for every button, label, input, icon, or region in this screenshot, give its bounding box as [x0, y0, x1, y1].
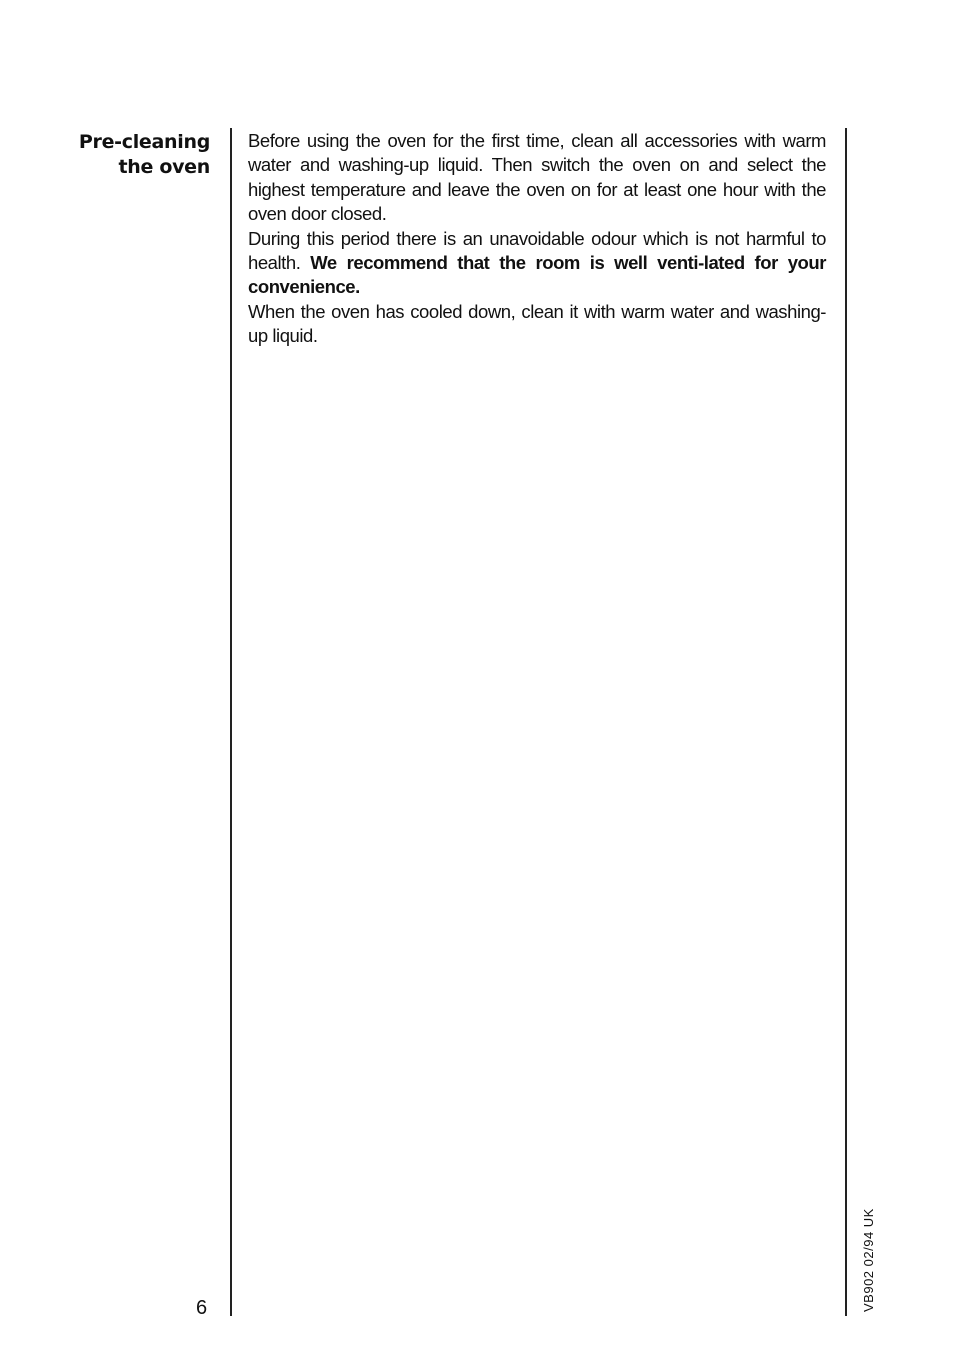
section-heading-line-1: Pre-cleaning: [78, 131, 210, 153]
paragraph-odour: [248, 227, 826, 300]
paragraph-odour-text: During this period there is an unavoidable odour which is not harmful to health.: [248, 227, 826, 274]
right-column-rule: [845, 128, 847, 1316]
section-heading-line-2: the oven: [118, 156, 210, 178]
left-column-rule: [230, 128, 232, 1316]
document-code: VB902 02/94 UK: [861, 1208, 876, 1312]
paragraph-odour-recommendation: We recommend that the room is well venti-lated for your convenience.: [248, 252, 826, 298]
paragraph-first-use: Before using the oven for the first time, clean all accessories with warm water and washing-up liquid. Then switch the oven on and select the highest temperature and leave the oven on for at least one hour with the oven door closed.: [248, 130, 826, 225]
page-number: 6: [196, 1297, 208, 1319]
section-heading: [40, 130, 210, 180]
body-text: [248, 129, 826, 349]
paragraph-cleaning: When the oven has cooled down, clean it with warm water and washing-up liquid.: [248, 300, 826, 347]
